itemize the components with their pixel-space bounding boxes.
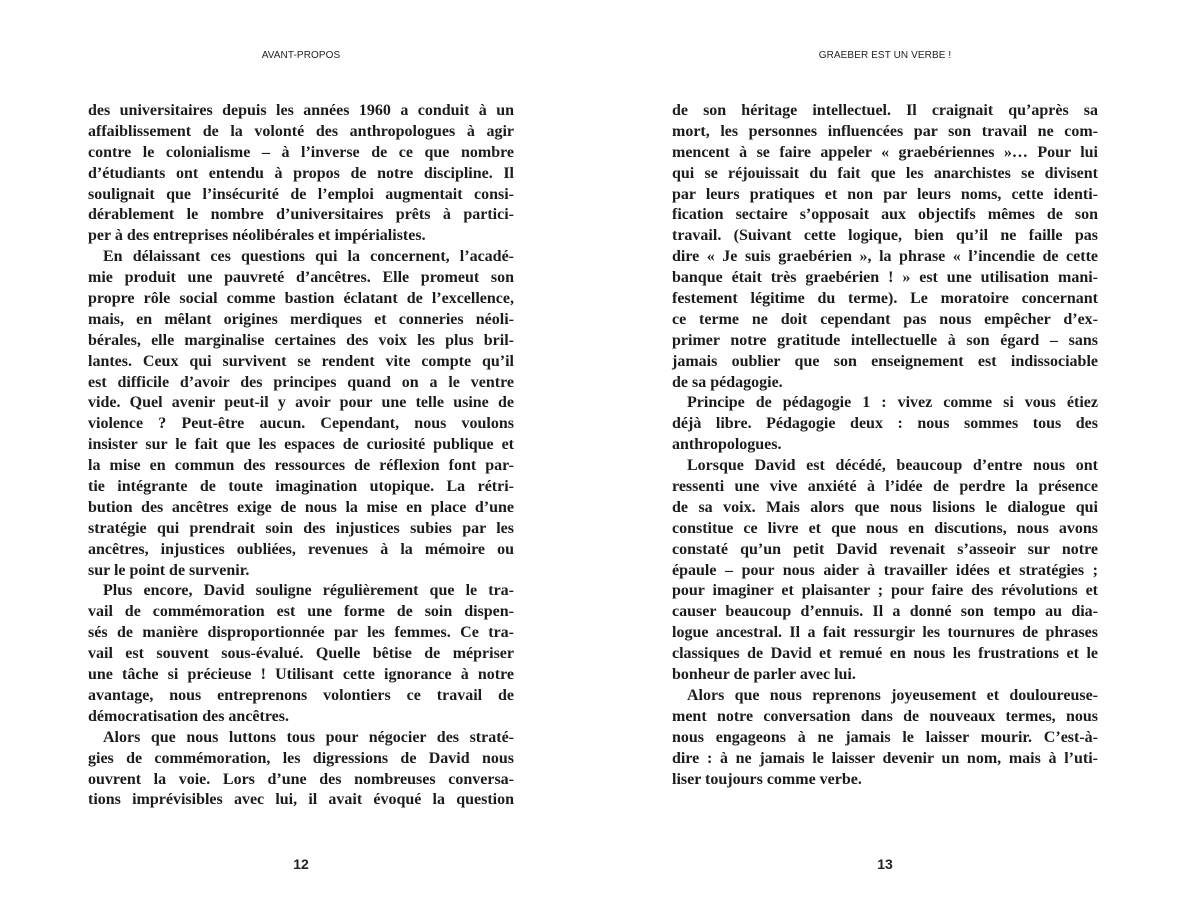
text-line: la mise en commun des ressources de réflexion font par- [88, 457, 514, 475]
text-line: jamais oublier que son enseignement est indissociable [672, 352, 1098, 370]
text-line: de sa pédagogie. [672, 373, 783, 391]
text-line: sés de manière disproportionnée par les femmes. Ce tra- [88, 624, 514, 642]
text-line: liser toujours comme verbe. [672, 770, 862, 788]
text-line: affaiblissement de la volonté des anthropologues à agir [88, 122, 514, 140]
text-line: insister sur le fait que les espaces de curiosité publique et [88, 436, 514, 454]
text-line: sur le point de survenir. [88, 561, 250, 579]
text-line: vide. Quel avenir peut-il y avoir pour une telle usine de [88, 394, 514, 412]
text-line: stratégie qui prendrait soin des injustices subies par les [88, 519, 514, 537]
text-line: constaté qu’un petit David revenait s’asseoir sur notre [672, 540, 1098, 558]
text-line: épaule – pour nous aider à travailler idées et stratégies ; [672, 561, 1098, 579]
text-line: violence ? Peut-être aucun. Cependant, nous voulons [88, 415, 514, 433]
text-line: contre le colonialisme – à l’inverse de ce que nombre [88, 143, 514, 161]
text-line: tions imprévisibles avec lui, il avait évoqué la question [88, 791, 514, 809]
body-text-right [672, 101, 1098, 790]
right-page [592, 0, 1184, 912]
text-line: des universitaires depuis les années 1960 a conduit à un [88, 102, 514, 119]
text-line: vail de commémoration est une forme de soin dispen- [88, 603, 514, 621]
text-line: per à des entreprises néolibérales et impérialistes. [88, 227, 426, 245]
text-line: En délaissant ces questions qui la concernent, l’acadé- [103, 248, 514, 266]
text-line: logue ancestral. Il a fait ressurgir les tournures de phrases [672, 624, 1098, 642]
text-line: banque était très graebérien ! » est une utilisation mani- [672, 269, 1098, 287]
text-line: festement légitime du terme). Le moratoire concernant [672, 290, 1098, 308]
text-line: par leurs pratiques et non par leurs noms, cette identi- [672, 185, 1098, 203]
text-line: ment notre conversation dans de nouveaux termes, nous [672, 707, 1098, 725]
text-line: causer beaucoup d’ennuis. Il a donné son tempo au dia- [672, 603, 1098, 621]
text-line: ressenti une vive anxiété à l’idée de perdre la présence [672, 478, 1098, 496]
text-line: Lorsque David est décédé, beaucoup d’entre nous ont [687, 457, 1098, 475]
text-line: qui se réjouissait du fait que les anarchistes se divisent [672, 164, 1098, 182]
text-line: mie produit une pauvreté d’ancêtres. Elle promeut son [88, 269, 514, 287]
text-line: pour imaginer et plaisanter ; pour faire des révolutions et [672, 582, 1098, 600]
text-line: ouvrent la voie. Lors d’une des nombreuses conversa- [88, 770, 514, 788]
page-number-left: 12 [293, 856, 309, 872]
text-line: bonheur de parler avec lui. [672, 666, 856, 684]
text-line: dire « Je suis graebérien », la phrase « l’incendie de cette [672, 248, 1098, 266]
text-line: ancêtres, injustices oubliées, revenues à la mémoire ou [88, 540, 514, 558]
text-line: une tâche si précieuse ! Utilisant cette ignorance à notre [88, 666, 514, 684]
text-line: soulignait que l’insécurité de l’emploi augmentait consi- [88, 185, 514, 203]
text-line: tie intégrante de toute imagination utopique. La rétri- [88, 478, 514, 496]
text-line: Alors que nous luttons tous pour négocier des straté- [103, 728, 514, 746]
text-line: Alors que nous reprenons joyeusement et douloureuse- [687, 686, 1098, 704]
text-line: fication sectaire s’opposait aux objectifs mêmes de son [672, 206, 1098, 224]
page-number-right: 13 [877, 856, 893, 872]
text-line: ce terme ne doit cependant pas nous empêcher d’ex- [672, 310, 1098, 328]
text-line: nous engageons à ne jamais le laisser mourir. C’est-à- [672, 728, 1098, 746]
text-line: bution des ancêtres exige de nous la mise en place d’une [88, 498, 514, 516]
text-line: mais, en mêlant origines merdiques et conneries néoli- [88, 310, 514, 328]
text-line: dire : à ne jamais le laisser devenir un nom, mais à l’uti- [672, 749, 1098, 767]
text-line: déjà libre. Pédagogie deux : nous sommes tous des [672, 415, 1098, 433]
text-line: vail est souvent sous-évalué. Quelle bêtise de mépriser [88, 645, 514, 663]
body-text-left [88, 101, 514, 811]
text-line: est difficile d’avoir des principes quand on a le ventre [88, 373, 514, 391]
running-head-left: AVANT-PROPOS [261, 50, 341, 61]
text-line: d’étudiants ont entendu à propos de notre discipline. Il [88, 164, 514, 182]
text-line: démocratisation des ancêtres. [88, 707, 289, 725]
text-line: Principe de pédagogie 1 : vivez comme si vous étiez [687, 394, 1098, 412]
text-line: bérales, elle marginalise certaines des voix les plus bril- [88, 331, 514, 349]
text-line: avantage, nous entreprenons volontiers ce travail de [88, 686, 514, 704]
text-line: mort, les personnes influencées par son travail ne com- [672, 122, 1098, 140]
text-line: travail. (Suivant cette logique, bien qu’il ne faille pas [672, 227, 1098, 245]
text-line: lantes. Ceux qui survivent se rendent vite compte qu’il [88, 352, 514, 370]
text-line: de son héritage intellectuel. Il craignait qu’après sa [672, 102, 1098, 119]
text-line: dérablement le nombre d’universitaires prêts à partici- [88, 206, 514, 224]
running-head-right: GRAEBER EST UN VERBE ! [818, 50, 952, 61]
text-line: classiques de David et remué en nous les frustrations et le [672, 645, 1098, 663]
text-line: propre rôle social comme bastion éclatant de l’excellence, [88, 290, 514, 308]
text-line: mencent à se faire appeler « graebériennes »… Pour lui [672, 143, 1098, 161]
text-line: primer notre gratitude intellectuelle à son égard – sans [672, 331, 1098, 349]
text-line: constitue ce livre et que nous en discutions, nous avons [672, 519, 1098, 537]
text-line: anthropologues. [672, 436, 782, 454]
text-line: de sa voix. Mais alors que nous lisions le dialogue qui [672, 498, 1098, 516]
text-line: Plus encore, David souligne régulièrement que le tra- [103, 582, 514, 600]
text-line: gies de commémoration, les digressions de David nous [88, 749, 514, 767]
